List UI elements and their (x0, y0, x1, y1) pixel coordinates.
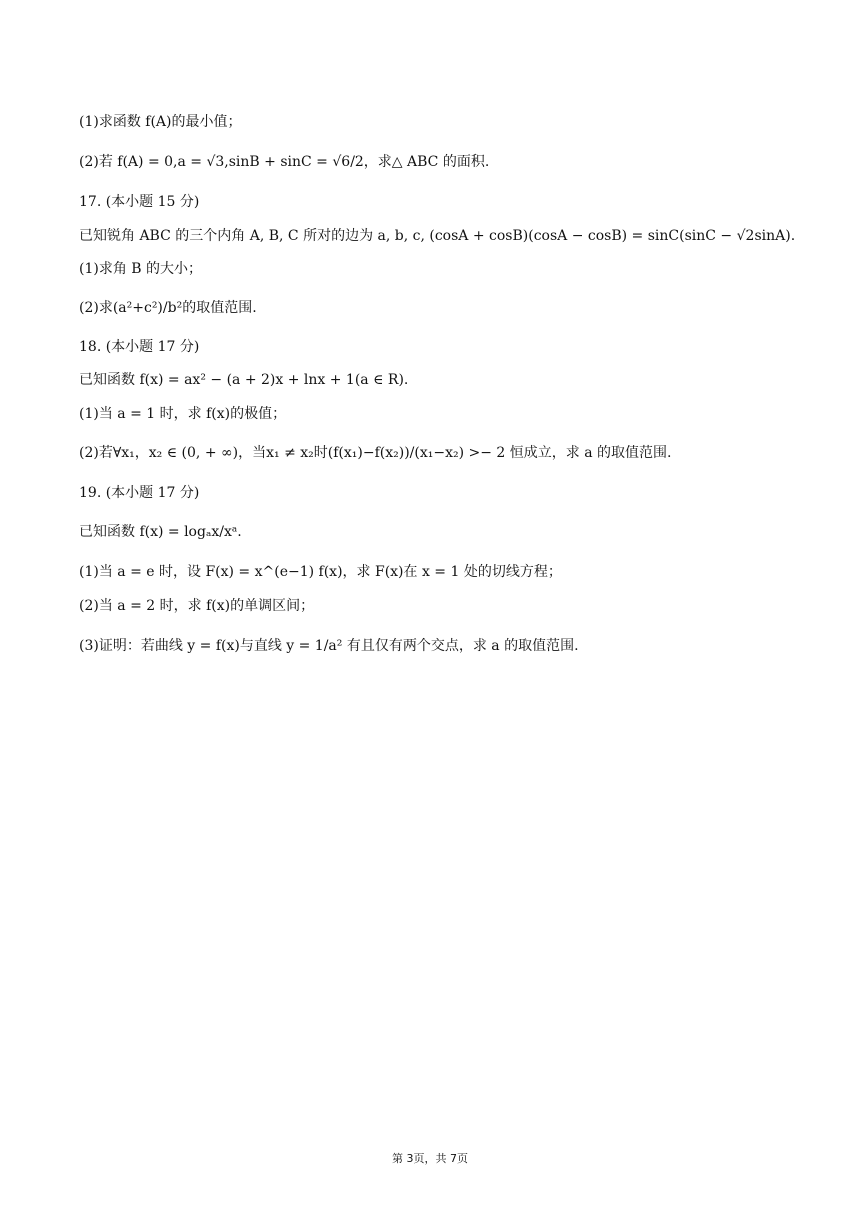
q18-header (79, 337, 199, 357)
q18-part1 (79, 404, 286, 424)
q18-part2-text: (2)若∀x₁，x₂ ∈ (0, + ∞)，当x₁ ≠ x₂时(f(x₁)−f(x₂))/(x₁−x₂) >− 2 恒成立，求 a 的取值范围. (79, 445, 672, 461)
q17-part1 (79, 259, 202, 279)
q17-stem-text: 已知锐角 ABC 的三个内角 A, B, C 所对的边为 a, b, c, (cosA + cosB)(cosA − cosB) = sinC(sinC − √2sinA). (79, 228, 796, 244)
q18-part2 (79, 443, 671, 463)
q19-part2 (79, 596, 314, 616)
q18-stem-text: 已知函数 f(x) = ax² − (a + 2)x + lnx + 1(a ∈ R). (79, 372, 409, 388)
q19-part1-text: (1)当 a = e 时，设 F(x) = x^(e−1) f(x)，求 F(x)在 x = 1 处的切线方程； (79, 564, 562, 580)
q17-part1-text: (1)求角 B 的大小； (79, 261, 203, 277)
q17-header-text: 17. (本小题 15 分) (79, 194, 200, 210)
q19-header (79, 483, 199, 503)
q18-header-text: 18. (本小题 17 分) (79, 339, 200, 355)
q19-part3-text: (3)证明：若曲线 y = f(x)与直线 y = 1/a² 有且仅有两个交点，求 a 的取值范围. (79, 638, 579, 654)
q18-stem (79, 370, 408, 390)
q17-stem (79, 226, 795, 246)
q19-part1 (79, 562, 562, 582)
q19-header-text: 19. (本小题 17 分) (79, 485, 200, 501)
q16-part2 (79, 152, 489, 172)
q16-part1-text: (1)求函数 f(A)的最小值； (79, 114, 242, 130)
q16-part1 (79, 112, 242, 132)
q16-part2-text: (2)若 f(A) = 0,a = √3,sinB + sinC = √6/2，求△ ABC 的面积. (79, 154, 490, 170)
q19-stem (79, 522, 242, 542)
q17-part2 (79, 298, 257, 318)
q17-part2-text: (2)求(a²+c²)/b²的取值范围. (79, 300, 257, 316)
q19-stem-text: 已知函数 f(x) = logₐx/xᵃ. (79, 524, 242, 540)
page-footer: 第 3页，共 7页 (392, 1152, 468, 1165)
q19-part2-text: (2)当 a = 2 时，求 f(x)的单调区间； (79, 598, 315, 614)
q18-part1-text: (1)当 a = 1 时，求 f(x)的极值； (79, 406, 287, 422)
q17-header (79, 192, 199, 212)
q19-part3 (79, 636, 579, 656)
